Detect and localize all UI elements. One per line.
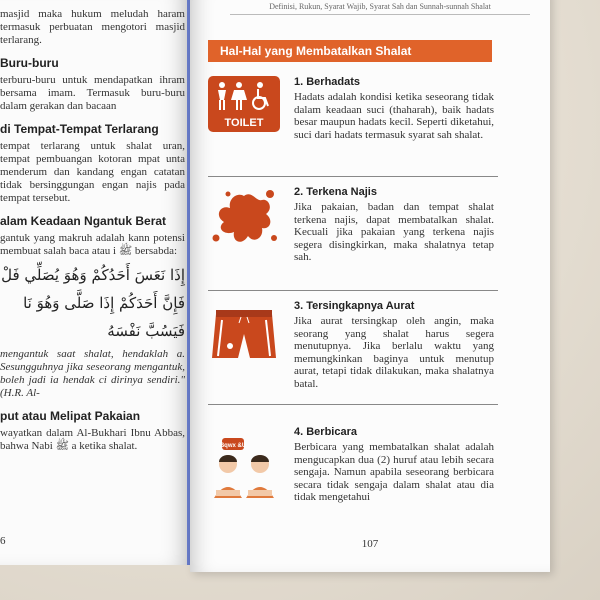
item-body: Jika aurat tersingkap oleh angin, maka seorang yang shalat harus segera menutupnya. Jika berlalu waktu yang memungkinkan baginya untuk menutup aurat, tetapi tidak dilakukan, maka shalatnya batal. — [294, 315, 494, 390]
left-paragraph: wayatkan dalam Al-Bukhari Ibnu Abbas, bahwa Nabi ﷺ a ketika shalat. — [0, 427, 185, 452]
left-paragraph: terburu-buru untuk mendapatkan ihram bersama imam. Termasuk buru-buru dalam gerakan dan bacaan — [0, 74, 185, 112]
item-divider — [208, 176, 498, 177]
left-page-content — [0, 8, 185, 455]
item-body: Hadats adalah kondisi ketika seseorang tidak dalam keadaan suci (thaharah), baik hadats besar maupun hadats kecil. Seperti diketahui, suci dari hadats termasuk syarat sah shalat. — [294, 91, 494, 141]
item-title: 1. Berhadats — [294, 76, 361, 88]
toilet-label: TOILET — [224, 117, 264, 129]
item-title: 2. Terkena Najis — [294, 186, 377, 198]
speech-bubble-text: Bqwx &U — [219, 443, 247, 449]
left-paragraph: tempat terlarang untuk shalat uran, tempat pembuangan kotoran mpat unta menderum dan kandang engan catatan tidak bersinggungan engan najis pada tempat tersebut. — [0, 140, 185, 204]
splash-icon — [208, 186, 283, 256]
arabic-text: إِذَا نَعَسَ أَحَدُكُمْ وَهُوَ يُصَلِّي فَلْ — [1, 266, 185, 284]
left-paragraph: gantuk yang makruh adalah kann potensi membuat salah baca atau i ﷺ bersabda: — [0, 232, 185, 257]
shorts-icon — [208, 300, 283, 370]
hadith-translation: mengantuk saat shalat, hendaklah a. Sesungguhnya jika seseorang mengantuk, boleh jadi ia hendak ci dirinya sendiri." (H.R. Al- — [0, 348, 185, 399]
left-heading: put atau Melipat Pakaian — [0, 409, 141, 423]
item-body: Berbicara yang membatalkan shalat adalah mengucapkan dua (2) huruf atau lebih secara sengaja. Namun apabila seseorang berbicara secara tidak sengaja dalam shalat atau dia tidak mengetahui — [294, 441, 494, 503]
left-page — [0, 0, 190, 565]
right-page — [190, 0, 550, 572]
left-heading: alam Keadaan Ngantuk Berat — [0, 214, 167, 228]
arabic-text: فَإِنَّ أَحَدَكُمْ إِذَا صَلَّى وَهُوَ نَا — [23, 294, 185, 312]
left-paragraph: masjid maka hukum meludah haram termasuk perbuatan mengotori masjid terlarang. — [0, 8, 185, 46]
right-page-number: 107 — [361, 538, 379, 550]
section-banner: Hal-Hal yang Membatalkan Shalat — [208, 40, 492, 62]
left-heading: di Tempat-Tempat Terlarang — [0, 122, 159, 136]
left-page-number: 6 — [0, 535, 6, 547]
talking-people-icon — [208, 438, 283, 508]
item-divider — [208, 290, 498, 291]
item-body: Jika pakaian, badan dan tempat shalat terkena najis, dapat membatalkan shalat. Kecuali jika pakaian yang terkena najis segera disingkirkan, maka shalatnya tetap sah. — [294, 201, 494, 263]
item-title: 3. Tersingkapnya Aurat — [294, 300, 415, 312]
running-head: Definisi, Rukun, Syarat Wajib, Syarat Sah dan Sunnah-sunnah Shalat — [230, 2, 530, 15]
toilet-icon — [208, 76, 283, 146]
item-divider — [208, 404, 498, 405]
left-heading: Buru-buru — [0, 56, 59, 70]
arabic-text: فَيَسُبَّ نَفْسَهُ — [107, 322, 185, 340]
item-title: 4. Berbicara — [294, 426, 357, 438]
